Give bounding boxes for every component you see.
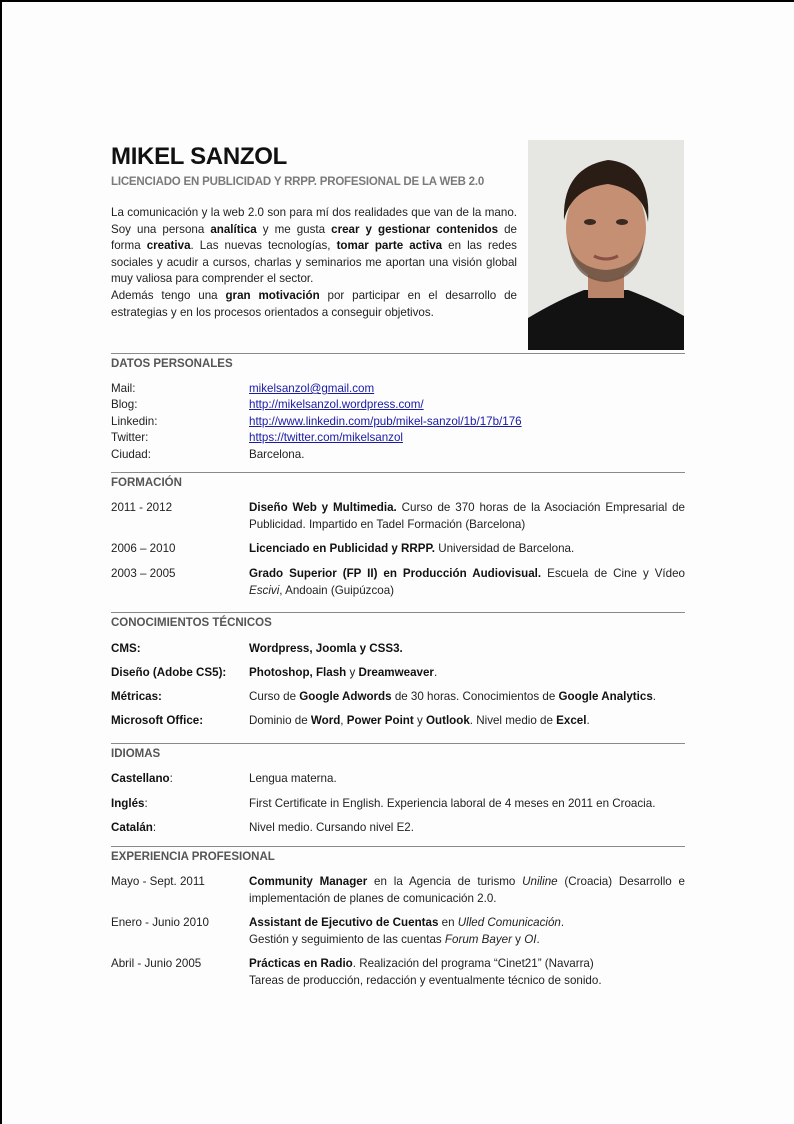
datos-value	[249, 397, 685, 414]
text-run: de 30 horas. Conocimientos de	[391, 690, 559, 703]
text-run: . Las nuevas tecnologías,	[190, 239, 337, 253]
text-run: OI	[524, 932, 537, 946]
text-run: Escivi	[249, 583, 280, 597]
text-run: Google Adwords	[299, 690, 392, 703]
text-run: Universidad de Barcelona.	[434, 542, 575, 555]
intro-paragraph-1	[111, 206, 517, 285]
divider	[111, 472, 685, 473]
datos-value	[249, 381, 685, 398]
experiencia-date: Mayo - Sept. 2011	[111, 875, 205, 888]
datos-link[interactable]: https://twitter.com/mikelsanzol	[249, 431, 403, 444]
text-run: Además tengo una	[111, 288, 226, 302]
text-run: ,	[340, 714, 347, 727]
text-run: Excel	[556, 714, 587, 727]
text-run: analítica	[210, 222, 257, 236]
datos-label: Linkedin:	[111, 415, 158, 428]
text-run: Tareas de producción, redacción y eventualmente técnico de sonido.	[249, 973, 602, 987]
datos-link[interactable]: http://www.linkedin.com/pub/mikel-sanzol/1b/17b/176	[249, 415, 522, 428]
section-title-idiomas: IDIOMAS	[111, 748, 161, 760]
text-run: Gestión y seguimiento de las cuentas	[249, 932, 445, 946]
formacion-date: 2006 – 2010	[111, 542, 176, 555]
section-title-datos-personales: DATOS PERSONALES	[111, 358, 233, 370]
text-run: La comunicación y la web 2.0 son para mí dos realidades que van de la mano. Soy una persona	[111, 206, 517, 236]
text-run: Outlook	[426, 714, 470, 727]
text-run: y	[413, 714, 426, 727]
experiencia-desc	[249, 874, 685, 907]
cv-subtitle: LICENCIADO EN PUBLICIDAD Y RRPP. PROFESIONAL DE LA WEB 2.0	[111, 176, 485, 188]
text-run: en la Agencia de turismo	[367, 875, 523, 888]
text-run: Prácticas en Radio	[249, 957, 353, 970]
text-run: Community Manager	[249, 875, 368, 888]
text-run: tomar parte activa	[336, 239, 443, 253]
conocimientos-value	[249, 665, 685, 682]
text-run: y	[346, 666, 359, 679]
text-run: Photoshop, Flash	[249, 666, 347, 679]
formacion-date: 2003 – 2005	[111, 567, 176, 580]
text-run: crear y gestionar contenidos	[331, 222, 499, 236]
profile-photo	[528, 140, 684, 350]
experiencia-desc	[249, 915, 685, 948]
text-run: y me gusta	[256, 222, 332, 236]
text-run: creativa	[146, 239, 191, 253]
experiencia-desc	[249, 956, 685, 989]
text-run: en	[438, 916, 458, 929]
text-run: de forma	[111, 222, 518, 253]
text-run: :	[169, 772, 173, 785]
experiencia-date: Abril - Junio 2005	[111, 957, 202, 970]
datos-label: Twitter:	[111, 431, 149, 444]
datos-value	[249, 414, 685, 431]
text-run: Wordpress, Joomla y CSS3.	[249, 642, 403, 655]
datos-label: Blog:	[111, 398, 138, 411]
divider	[111, 353, 685, 354]
intro-paragraph-2	[111, 289, 517, 319]
text-run: en las redes sociales y acudir a cursos, charlas y seminarios me aportan una visión global muy valiosa para comprender el sector.	[111, 239, 517, 286]
text-run: , Andoain (Guipúzcoa)	[279, 583, 395, 597]
text-run: .	[433, 666, 438, 679]
text-run: .	[560, 916, 565, 929]
formacion-desc	[249, 541, 685, 558]
text-run: Word	[310, 714, 341, 727]
section-title-formacion: FORMACIÓN	[111, 477, 182, 489]
datos-label: Mail:	[111, 382, 136, 395]
formacion-desc	[249, 500, 685, 533]
text-run: Escuela de Cine y Vídeo	[541, 567, 685, 580]
idiomas-value: First Certificate in English. Experiencia laboral de 4 meses en 2011 en Croacia.	[249, 797, 656, 810]
formacion-title: Grado Superior (FP II) en Producción Audiovisual.	[249, 567, 542, 580]
formacion-title: Licenciado en Publicidad y RRPP.	[249, 542, 435, 555]
text-run: Curso de 370 horas de la Asociación Empresarial de Publicidad. Impartido en Tadel Formación (Barcelona)	[249, 501, 685, 531]
datos-value	[249, 430, 685, 447]
formacion-date: 2011 - 2012	[111, 501, 173, 514]
conocimientos-label: Métricas:	[111, 690, 162, 703]
text-run: .	[536, 932, 540, 946]
idiomas-label	[111, 796, 249, 813]
cv-name: MIKEL SANZOL	[111, 143, 287, 170]
text-run: Ulled Comunicación	[457, 916, 561, 929]
text-run: .	[652, 690, 657, 703]
datos-link[interactable]: http://mikelsanzol.wordpress.com/	[249, 398, 424, 411]
idiomas-value: Nivel medio. Cursando nivel E2.	[249, 821, 414, 834]
text-run: Curso de	[249, 690, 300, 703]
divider	[111, 846, 685, 847]
idiomas-language: Inglés	[111, 797, 145, 810]
text-run: Dreamweaver	[358, 666, 434, 679]
text-run: Uniline	[522, 875, 558, 888]
experiencia-date: Enero - Junio 2010	[111, 916, 209, 929]
text-run: (Croacia) Desarrollo e implementación de planes de comunicación 2.0.	[249, 875, 685, 905]
section-title-experiencia: EXPERIENCIA PROFESIONAL	[111, 851, 275, 863]
text-run: .	[586, 714, 590, 727]
datos-label: Ciudad:	[111, 448, 151, 461]
formacion-title: Diseño Web y Multimedia.	[249, 501, 397, 514]
idiomas-language: Catalán	[111, 821, 153, 834]
text-run: y	[511, 932, 525, 946]
text-run: :	[144, 797, 148, 810]
datos-value: Barcelona.	[249, 448, 305, 461]
idiomas-label	[111, 771, 249, 788]
cv-intro	[111, 205, 517, 321]
page-border-top	[0, 0, 794, 2]
text-run: . Nivel medio de	[469, 714, 557, 727]
text-run: Assistant de Ejecutivo de Cuentas	[249, 916, 439, 929]
text-run: Forum Bayer	[444, 932, 512, 946]
idiomas-value: Lengua materna.	[249, 772, 337, 785]
conocimientos-label: Diseño (Adobe CS5):	[111, 666, 227, 679]
section-title-conocimientos: CONOCIMIENTOS TÉCNICOS	[111, 617, 272, 629]
conocimientos-label: CMS:	[111, 642, 141, 655]
text-run: Dominio de	[249, 714, 311, 727]
divider	[111, 612, 685, 613]
text-run: gran motivación	[225, 288, 320, 302]
conocimientos-label: Microsoft Office:	[111, 714, 204, 727]
page-border-left	[0, 0, 2, 1124]
idiomas-language: Castellano	[111, 772, 170, 785]
datos-link[interactable]: mikelsanzol@gmail.com	[249, 382, 375, 395]
conocimientos-value	[249, 641, 685, 658]
text-run: por participar en el desarrollo de estrategias y en los procesos orientados a conseguir objetivos.	[111, 288, 517, 319]
conocimientos-value	[249, 689, 685, 706]
text-run: . Realización del programa “Cinet21” (Navarra)	[352, 957, 594, 970]
text-run: :	[152, 821, 157, 834]
idiomas-label	[111, 820, 249, 837]
text-run: Google Analytics	[558, 690, 653, 703]
text-run: Power Point	[346, 714, 414, 727]
portrait-image	[528, 140, 684, 350]
conocimientos-value	[249, 713, 685, 730]
formacion-desc	[249, 566, 685, 599]
divider	[111, 743, 685, 744]
